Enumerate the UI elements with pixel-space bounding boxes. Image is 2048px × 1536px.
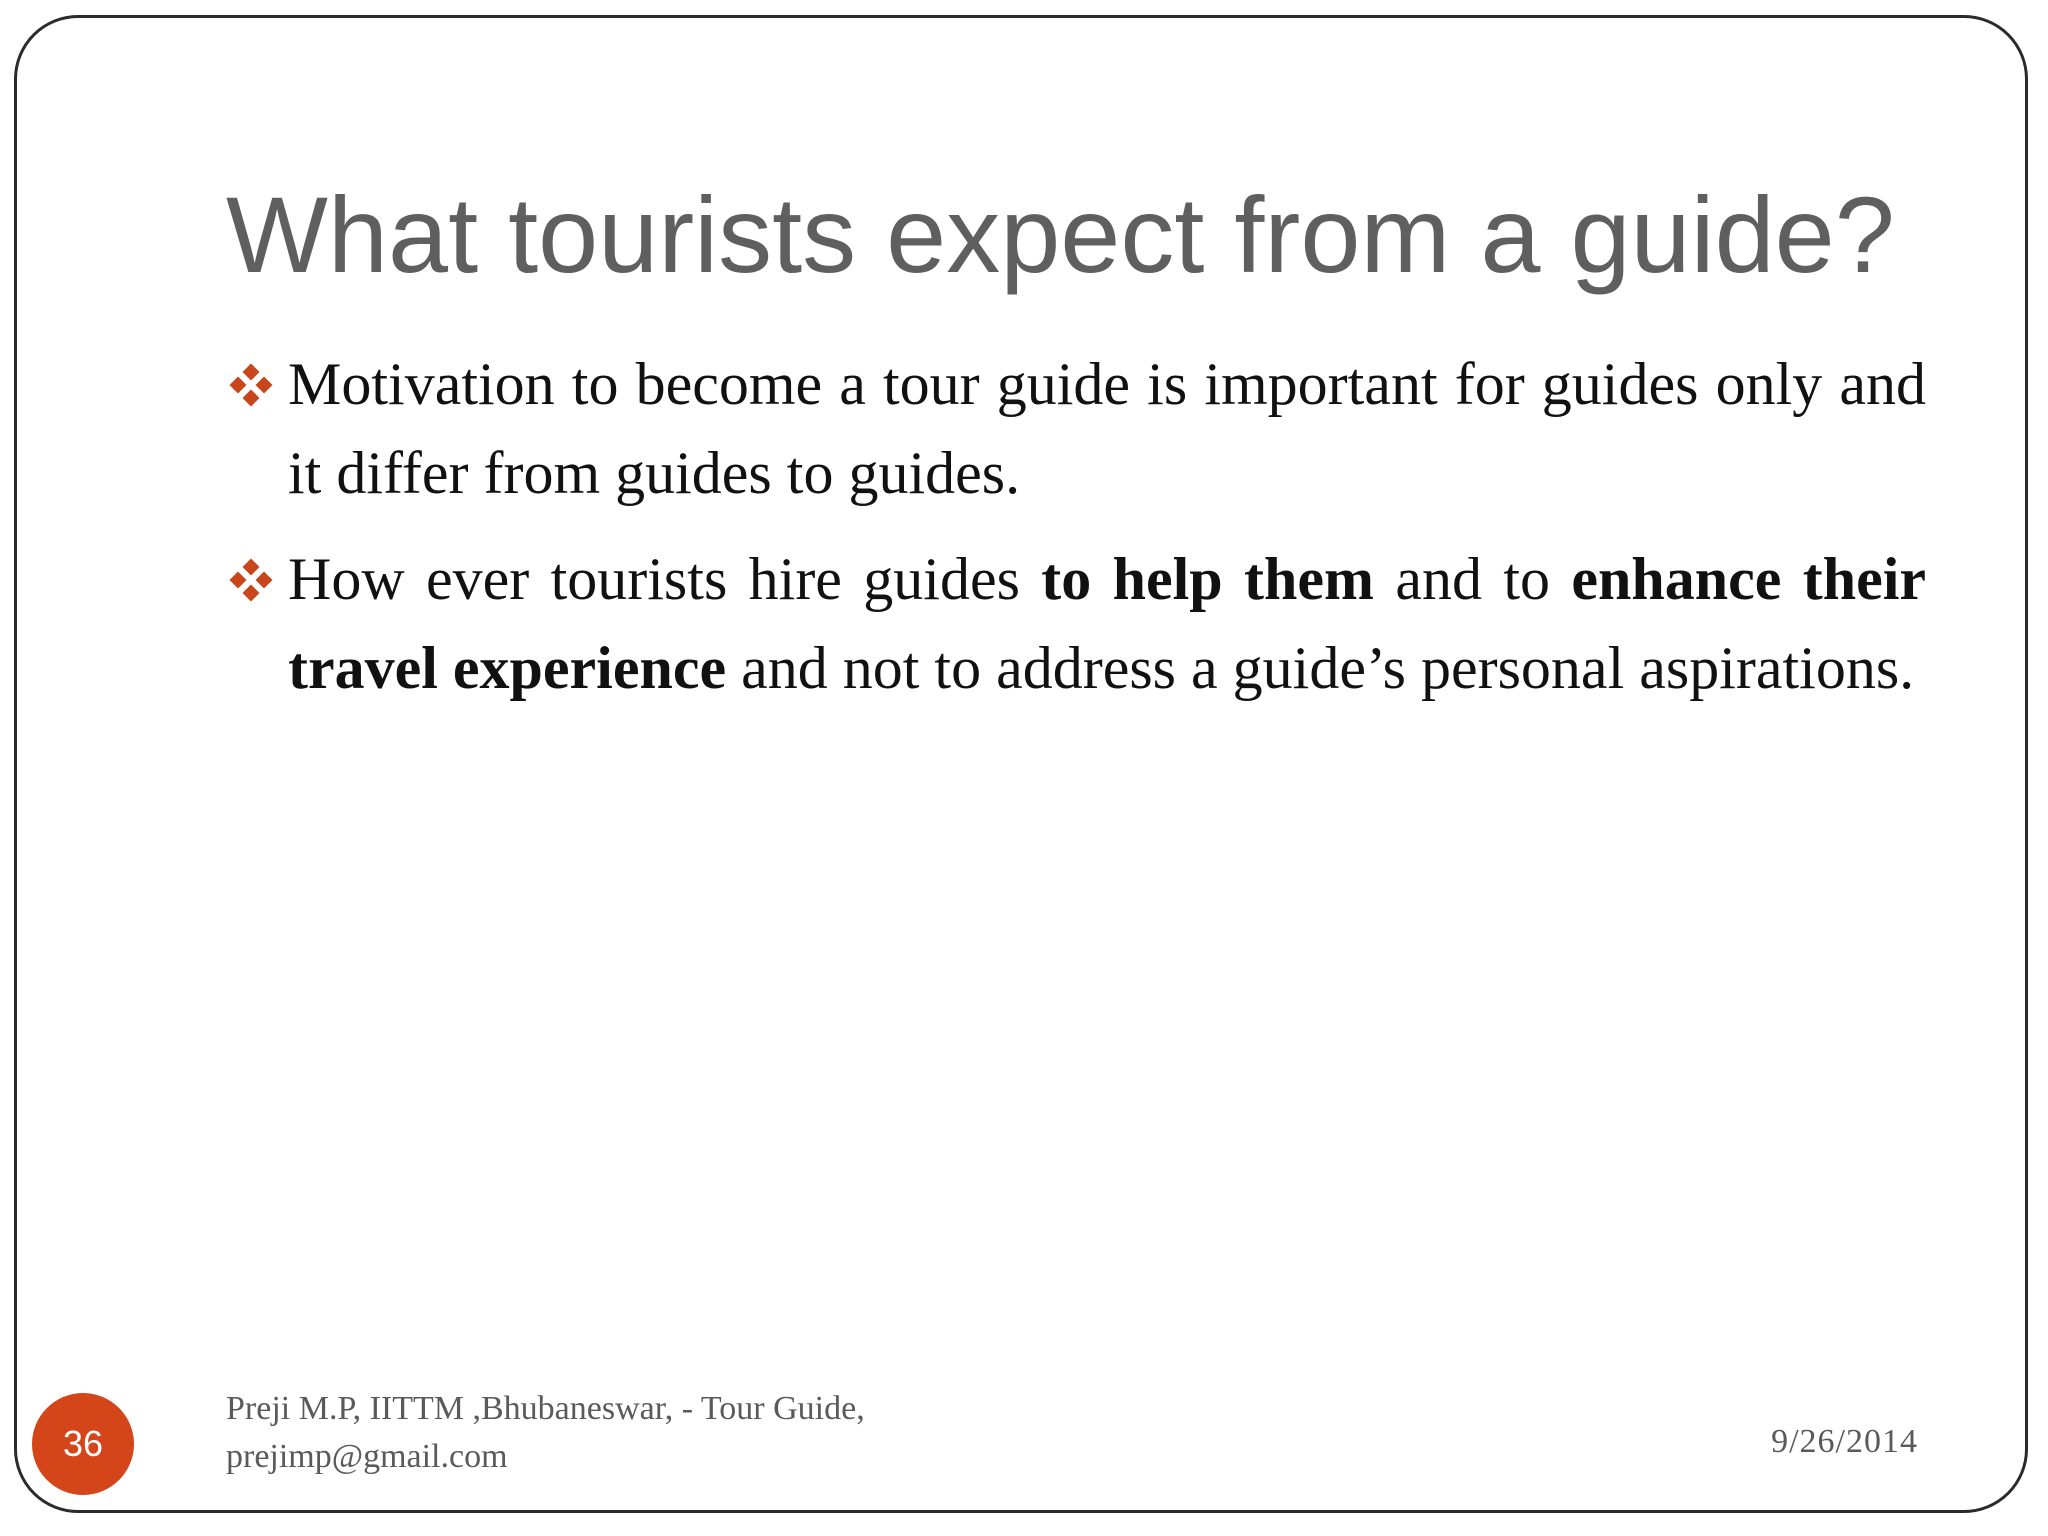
bullet-text-part: and not to address a guide’s personal aspirations. xyxy=(726,635,1915,701)
bullet-bold-text: enhance their travel experience xyxy=(288,546,1927,701)
slide-title: What tourists expect from a guide? xyxy=(226,174,1895,295)
bullet-text-part: How ever tourists hire guides xyxy=(288,546,1042,612)
footer-author-line: Preji M.P, IITTM ,Bhubaneswar, - Tour Guide, xyxy=(226,1390,865,1427)
page-number-badge: 36 xyxy=(32,1393,134,1495)
footer-date: 9/26/2014 xyxy=(1771,1423,1918,1460)
bullet-text-part: and to xyxy=(1374,546,1572,612)
bullet-text: Motivation to become a tour guide is important for guides only and it differ from guides to guides. xyxy=(288,351,1926,506)
diamond-bullet-icon xyxy=(228,557,274,603)
bullet-item-motivation xyxy=(228,340,1926,518)
footer-author xyxy=(226,1385,865,1481)
diamond-bullet-icon xyxy=(228,362,274,408)
bullet-list xyxy=(228,340,1926,730)
footer-email: prejimp@gmail.com xyxy=(226,1438,508,1475)
bullet-item-tourists-hire-guides xyxy=(228,535,1926,713)
bullet-bold-text: to help them xyxy=(1041,546,1374,612)
